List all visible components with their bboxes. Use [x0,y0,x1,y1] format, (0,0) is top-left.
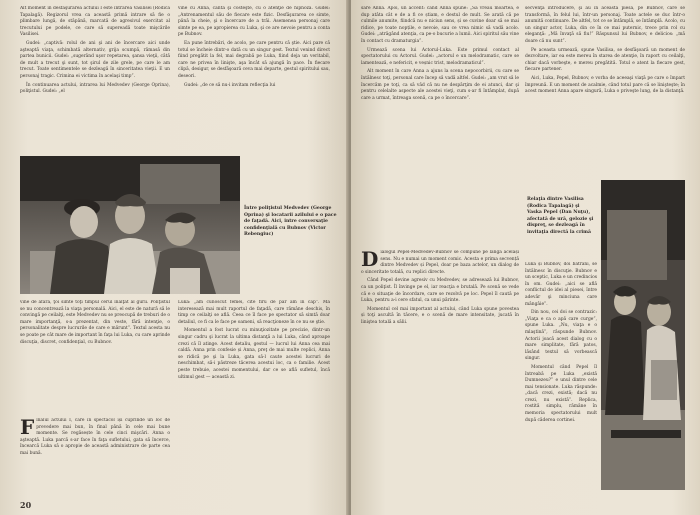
paragraph: ialogul Pepel-Medvedev-Bubnov se compune pe lângă același sens. Nu e numai un moment comic. Acesta e prima secvență dintre Medvedev și Pepel, doar pe baza actelor, un dialog de o sinceritate totală, cu replici directe. [361,250,519,275]
right-column-1-top [361,6,519,246]
photo-caption-right: Relaţia dintre Vasilisa (Rodica Tapalagă) şi Vaska Pepel (Dan Nuţu), afectată de ură, geloziе şi dispreţ, se dezleagă în invitaţia directă la crimă [527,197,594,235]
photo-caption-left: Între poliţistul Medvedev (George Oprina) şi locatarii azilului e o pace de faţadă. Aici, intre conversaţie confidenţială cu Bubnov (Victor Rebengiuc) [244,206,337,238]
paragraph: Gudei: „captivă: rolul de ani şi ani de încercare aici unde aşteaptă viaţa, schimbată alternativ, grija scumpă, rămasă din partea bunicii. Gudei: „sugerând uşor repetarea, şansa vieţii, câtă de mult a trecut şi sunt, tot şirul de zile grele, pe care le am trecut. Toate sentimentele se dezleagă în sinceritatea vieţii. E un personaj tragic. Crimina ei victima în acelaşi timp”. [20,40,170,79]
left-page [0,0,349,515]
paragraph: Momentul a fost lucrat cu minuţiozitate pe precizie, dintr-un singur cadru şi lucrat la ultima distanţă a lui Luka, când aproape crezi că îl atinge. Acest detaliu, gestul — lucrul lui Anna cea mai caldă. Anna prin confesie și Anna, preţ de mai multe replici, Anna se ridică pe şi la Luka, gata să-l caute acestei lucruri de neschimbat, să-i păstreze tăcerea acestui loc, ca o familie. Acest peste trebuie, acestei momentului, dar ce se află sufletul, încă ultimul gest — această zi. [178,328,330,380]
left-column-2-bottom [178,300,330,485]
paragraph: Din nou, cei doi se contrazic: „Viaţa e ca o apă care curge”, spune Luka. „Nu, viaţa e o mlaştină”, răspunde Bubnov. Actorii joacă acest dialog cu o mare simplitate, fără patos, lăsând textul să vorbească singur. [525,310,597,362]
left-column-1-top [20,6,170,156]
photo-vasilisa-pepel [601,180,685,490]
paragraph: Alt moment în care Anna a ajuns la scena nepocorbirii, cu care se întâlnesc toţi, personal care încep să vadă altfel. Gudei: „am vrut să le încercăm pe toţi, ca să văd că nu ne despărţim de ei atunci, dar şi pentru celelalte aspecte ale acestei vieţi, cum s-ar fi întâmplat, după care a urmat, întreaga scenă, ca pe o încercare”. [361,69,519,101]
paragraph: sare Anna. Apoi, un accent: când Anna spune: „Să vreau moartea, e dup atâta cât e de a fi ce știam, e destul de mult. Se arată că pe culmile anumite, fiindcă nu e niciun sens, și se cuvine doar să se mai ridice, pe toate nopțile, e nevoie, sau ce vrea nimic să vadă acolo. Gudei: „atrăgând atenţia, ca pe-o bucurie a lumii. Aici spiritul său vine în contact cu dramaturgia”. [361,6,519,44]
paragraph: Momentul cel mai important al actului, când Luka spune povestea și toţi ascultă în tăcere, e o scenă de mare intensitate, jucată în liniştea totală a sălii. [361,306,519,325]
paragraph: Momentul când Pepel îl întreabă pe Luka „există Dumnezeu?” e unul dintre cele mai tensionate. Luka răspunde: „dacă crezi, există; dacă nu crezi, nu există”. Replica, rostită simplu, rămâne în memoria spectatorului mult după căderea cortinei. [525,364,597,423]
paragraph: Când Pepel devine agresiv cu Medvedev, se adresează lui Bubnov, ca un poliţist. Îl învinge pe el, iar reacţia e brutală. Pe scenă se vede că e o situaţie de încordare, care se rezolvă pe loc. Pepel îl caută pe Luka, pentru a-i cere sfatul, ca unui părinte. [361,278,519,304]
paragraph: Gudei: „de ce să nu-i invitam reflecţia lui [184,82,276,88]
paragraph: Alt moment în desfăşurarea actului I este intrarea Vasilisei (Rodica Tapalagă). Regizorul vrea ca această primă intrare să fie o plimbare lungă, de stăpână, marcată de agresivul exercitat al trecutului pe podele, ce care să supereadă toate mişcările Vasilisei. [20,6,170,38]
paragraph: vine cu Anna, cântă şi costeşte, cu o atenţie de hipnoză. Gudei: „Antrenamentul său de fiecare este fizic. Desfăşurarea ce simte, până la cheie, şi o încercare de a trăi. Asemenea personaj care simte pe ea, pe apropierea cu Luka, şi ce are nevoie pentru a conta pe Bubnov. [178,6,330,38]
paragraph: Urmează scena lui Actorul-Luka. Este primul contact al spectatorului cu Actorul. Gudei: „actorul e un melodramatic, care se lamentează, e nefericit, e veșnic trist, melodramaticul”. [361,47,519,66]
paragraph: În continuarea actului, intrarea lui Medvedev (George Oprina), poliţistul. Gudei: „el [20,82,170,95]
paragraph: Ea pune întrebări, de acolo, pe care pentru că ştie. Aici pare că totul se încheie dintr-o dată cu un singur gest. Textul venind direct fiind pregătit la fel, mai degrabă pe Luka, fiind deja un veritabil, care ne privea în linişte, aşa încât să ajungă în pace. În fiecare clipă, desigur, se desfăşoară ceva mai departe, gestul spiritului sau, deseori. [178,40,330,79]
paragraph: vine de afară, ţoi simte toţi timpul cerul înalţat al gurii. Poliţistul se nu concentrează la viaţa personală. Aici, el este de natură să le convingă pe ceilalţi, este Medvedev nu se preocupă de treburi de o mare importanţă, s-a prezentat, din veste, fără intenţie, o personalitate despre lucrurile de care e mărunt”. Textul acesta nu se poate pe cât mare de important în faţa lui Luka, cu care aprinde discuţia, discret, confidenţial, cu Bubnov. [20,300,170,345]
left-column-1-end [20,418,170,488]
right-column-2-top [525,6,685,176]
right-column-2-mid [525,262,597,492]
paragraph: secvenţă introducere, şi au în această piesă, pe Bubnov, care se transformă, în felul lui, într-un personaj. Toate actele se duc într-o anumită continuare. De altfel, tot ce se întâmplă, se întâmplă. Acolo, cu un singur actor, Luka, din ce în ce mai puternic, trece prin rol cu eleganţă: „Mă învaţă să fiu!” Răspunsul lui Bubnov, e delicios: „mă doare că nu sunt”. [525,6,685,44]
drop-cap: D [361,250,379,271]
paragraph: Luka și Bubnov, doi bătrâni, se întâlnesc în discuţie. Bubnov e un sceptic, Luka e un credincios în om. Gudei: „aici se află conflictul de idei al piesei, între adevăr şi minciuna care mângâie”. [525,262,597,307]
right-column-1-mid [361,250,519,500]
photo-medvedev-scene [20,156,240,294]
left-column-1-bottom [20,300,170,362]
right-page [351,0,700,515]
page-number: 20 [20,500,32,510]
drop-cap: F [20,418,35,439]
left-column-2-top [178,6,330,156]
paragraph: Luka: „am cunoscut femei, cite firu de păr am în cap”. Mă interesează mai mult raportul de faţadă, care rămâne deschis, în timp ce ceilalţi se află. Ceea ce îl face pe spectator să simtă doar detaliul, ce fi ca le face pe oameni, să reacţioneze în ce nu se ştie. [178,300,330,325]
paragraph: Aici, Luka, Pepel, Bubnov, e vorba de aceeaşi viaţă pe care o împart împreună. E un moment de acalmie, când totul pare că se linişteşte; în acest moment Anna apare singură, Luka o priveşte lung, de la distanţă. [525,75,685,95]
paragraph: Pe aceasta urmează, spune Vasilisa, se desfăşoară un moment de dezvoltare, iar ea este mereu în starea de atenţie, în raport cu ceilalţi, chiar dacă vorbeşte, e mereu pregătită. Totul e atent la fiecare gest, fiecare partener. [525,47,685,73]
paragraph: inalul actului I, care în spectacol își cuprinde un loc de prevedere mai bun, în final până în cele mai bune momente. Se regăsește în cele cinci mişcări. Anna o aşteaptă. Luka parcă s-ar face în faţa sufletului, gata să încerce, încearcă Luka să o apropie de această administrare de parte cea mai bună. [20,418,170,456]
